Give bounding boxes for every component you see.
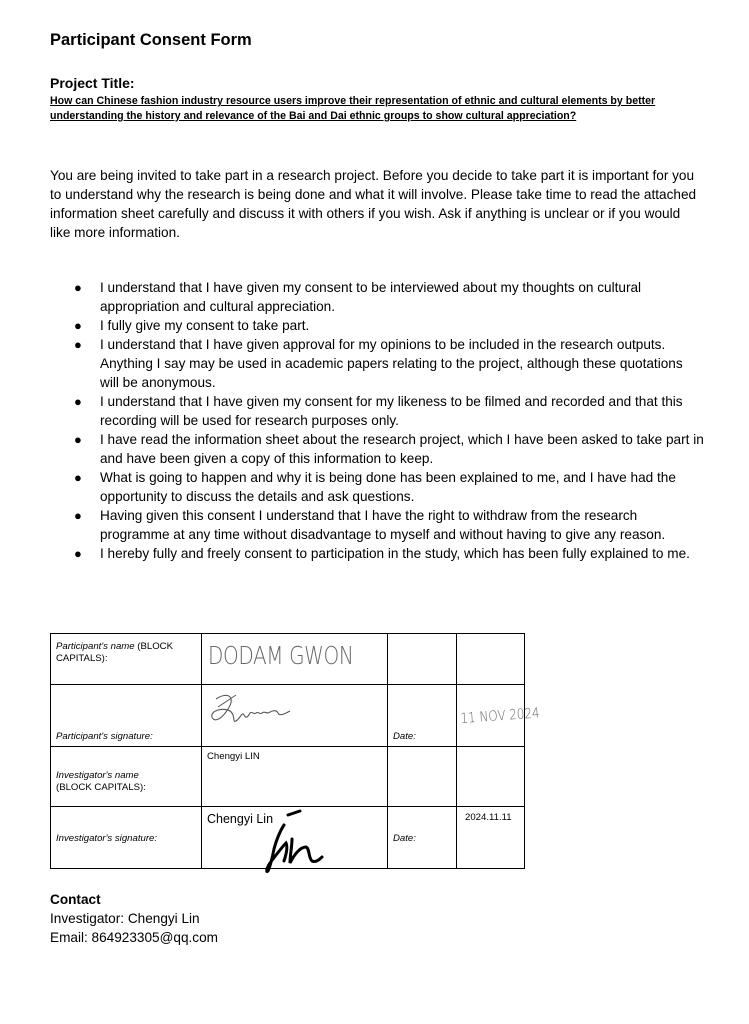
consent-statement-text: Having given this consent I understand that I have the right to withdraw from the research programme at any time without disadvantage to myself and without having to give any reason.: [100, 508, 666, 542]
investigator-date-value: 2024.11.11: [465, 812, 512, 823]
investigator-name-value: Chengyi LIN: [207, 751, 260, 762]
investigator-signature-icon: [264, 803, 334, 875]
investigator-signature-typed: Chengyi Lin: [207, 812, 274, 826]
bullet-icon: ●: [74, 508, 82, 523]
participant-name-handwritten: DODAM GWON: [208, 641, 354, 670]
consent-statement-text: What is going to happen and why it is being done has been explained to me, and I have had the opportunity to discuss the details and ask questions.: [100, 470, 676, 504]
project-title-label: Project Title:: [50, 75, 135, 91]
participant-signature-label: Participant's signature:: [56, 731, 153, 742]
investigator-date-label: Date:: [393, 833, 416, 844]
participant-name-label-cell: [51, 634, 202, 685]
contact-email: Email: 864923305@qq.com: [50, 930, 218, 945]
empty-cell: [388, 747, 457, 807]
participant-signature-icon: [206, 687, 296, 733]
investigator-name-label: Investigator's name (BLOCK CAPITALS):: [56, 770, 146, 793]
participant-date-label: Date:: [393, 731, 416, 742]
contact-investigator: Investigator: Chengyi Lin: [50, 911, 200, 926]
consent-statement: [50, 278, 705, 316]
empty-cell: [457, 747, 525, 807]
consent-statement-text: I understand that I have given my consent to be interviewed about my thoughts on cultural appropriation and cultural appreciation.: [100, 280, 642, 314]
bullet-icon: ●: [74, 280, 82, 295]
bullet-icon: ●: [74, 337, 82, 352]
investigator-name-cell[interactable]: [202, 747, 388, 807]
bullet-icon: ●: [74, 546, 82, 561]
participant-signature-cell[interactable]: [202, 685, 388, 747]
participant-date-label-cell: [388, 685, 457, 747]
consent-statement: [50, 468, 705, 506]
form-title: Participant Consent Form: [50, 31, 252, 49]
consent-statement: [50, 544, 705, 563]
bullet-icon: ●: [74, 394, 82, 409]
investigator-date-cell[interactable]: [457, 807, 525, 869]
participant-name-label: Participant's name (BLOCK CAPITALS):: [56, 641, 174, 664]
bullet-icon: ●: [74, 318, 82, 333]
consent-statement-text: I hereby fully and freely consent to participation in the study, which has been fully explained to me.: [100, 546, 690, 561]
investigator-signature-cell[interactable]: [202, 807, 388, 869]
consent-statement: [50, 392, 705, 430]
empty-cell: [388, 634, 457, 685]
consent-statement: [50, 506, 705, 544]
consent-statement-text: I understand that I have given approval for my opinions to be included in the research outputs. Anything I say may be used in academic papers relating to the project, although these quotations will be anonymous.: [100, 337, 683, 390]
consent-statement: [50, 316, 705, 335]
intro-paragraph: You are being invited to take part in a research project. Before you decide to take part it is important for you to understand why the research is being done and what it will involve. Please take time to read the attached information sheet carefully and discuss it with others if you wish. Ask if anything is unclear or if you would like more information.: [50, 168, 697, 240]
participant-name-cell[interactable]: [202, 634, 388, 685]
consent-statements: [50, 278, 705, 563]
consent-statement: [50, 335, 705, 392]
investigator-signature-label-cell: [51, 807, 202, 869]
project-title: How can Chinese fashion industry resource users improve their representation of ethnic and cultural elements by better understanding the history and relevance of the Bai and Dai ethnic groups to show cultural appreciation?: [50, 95, 656, 122]
investigator-signature-label: Investigator's signature:: [56, 833, 158, 844]
consent-statement: [50, 430, 705, 468]
contact-heading: Contact: [50, 892, 101, 907]
consent-statement-text: I have read the information sheet about the research project, which I have been asked to take part in and have been given a copy of this information to keep.: [100, 432, 704, 466]
consent-statement-text: I fully give my consent to take part.: [100, 318, 310, 333]
consent-statement-text: I understand that I have given my consent for my likeness to be filmed and recorded and that this recording will be used for research purposes only.: [100, 394, 683, 428]
investigator-date-label-cell: [388, 807, 457, 869]
participant-signature-label-cell: [51, 685, 202, 747]
signature-table: [50, 633, 541, 869]
investigator-name-label-cell: [51, 747, 202, 807]
bullet-icon: ●: [74, 432, 82, 447]
participant-date-cell[interactable]: [457, 685, 541, 747]
bullet-icon: ●: [74, 470, 82, 485]
participant-date-handwritten: 11 NOV 2024: [460, 705, 541, 727]
empty-cell: [457, 634, 525, 685]
